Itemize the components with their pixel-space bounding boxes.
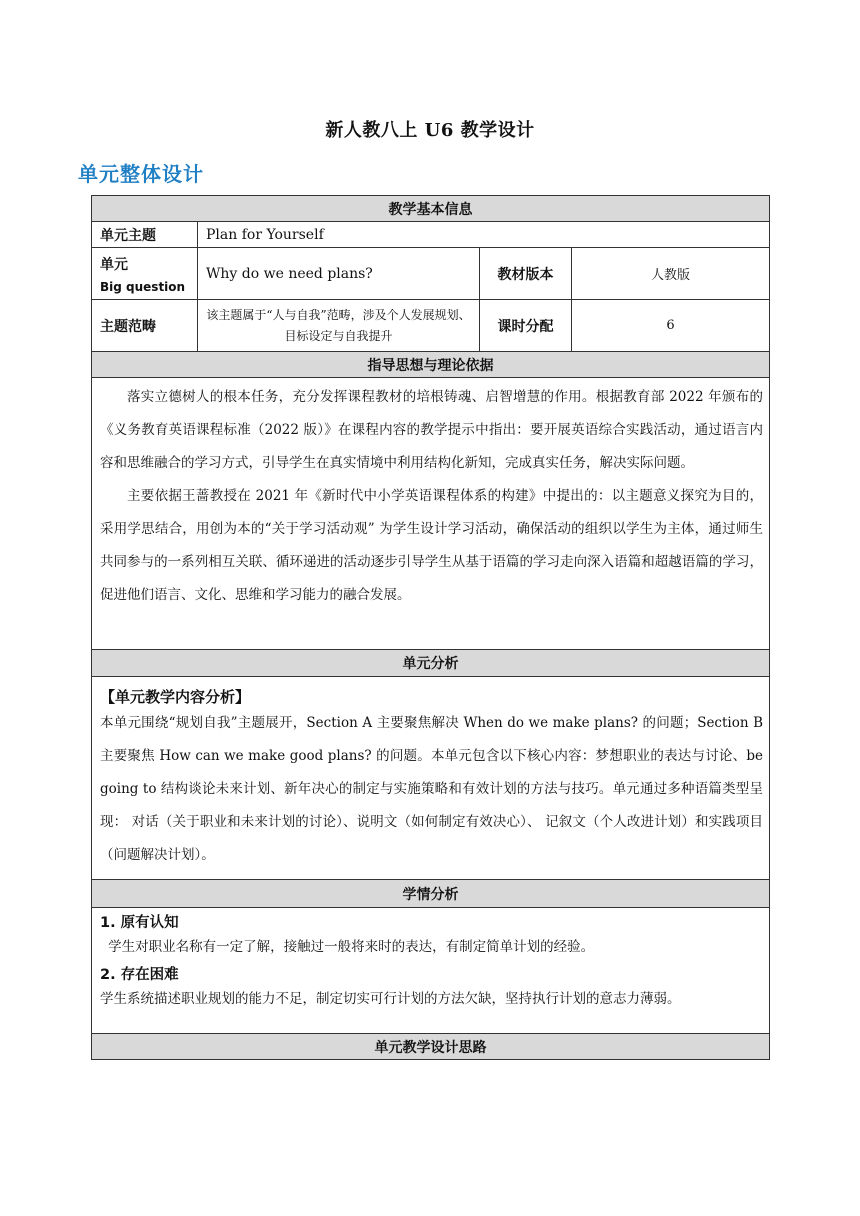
- scope-label: 主题范畴: [92, 300, 198, 352]
- guiding-paragraph-2: 主要依据王蔷教授在 2021 年《新时代中小学英语课程体系的构建》中提出的：以主题意义探究为目的，采用学思结合，用创为本的“关于学习活动观” 为学生设计学习活动，确保活动的组织以学生为主体，通过师生共同参与的一系列相互关联、循环递进的活动逐步引导学生从基于语篇的学习走向深入语篇和超越语篇的学习，促进他们语言、文化、思维和学习能力的融合发展。: [100, 488, 763, 603]
- learner-header: 学情分析: [92, 880, 770, 908]
- learner-body: [92, 908, 770, 1034]
- design-header: 单元教学设计思路: [92, 1034, 770, 1060]
- theme-label: 单元主题: [92, 222, 198, 248]
- hours-value: 6: [572, 300, 770, 352]
- unit-analysis-body: [92, 677, 770, 880]
- learner-heading-1: 1. 原有认知: [100, 915, 179, 931]
- learner-heading-2: 2. 存在困难: [100, 967, 179, 983]
- learner-text-2: 学生系统描述职业规划的能力不足，制定切实可行计划的方法欠缺，坚持执行计划的意志力薄弱。: [100, 991, 681, 1007]
- big-question-label-line2: Big question: [100, 279, 186, 294]
- guiding-header: 指导思想与理论依据: [92, 352, 770, 378]
- unit-analysis-subheading: 【单元教学内容分析】: [100, 688, 251, 706]
- section-heading: 单元整体设计: [78, 162, 204, 186]
- guiding-paragraph-1: 落实立德树人的根本任务，充分发挥课程教材的培根铸魂、启智增慧的作用。根据教育部 2022 年颁布的《义务教育英语课程标准（2022 版）》在课程内容的教学提示中指出：要开展英语综合实践活动，通过语言内容和思维融合的学习方式，引导学生在真实情境中利用结构化新知，完成真实任务，解决实际问题。: [100, 389, 763, 471]
- document-title: 新人教八上 U6 教学设计: [325, 120, 535, 141]
- edition-value: 人教版: [572, 248, 770, 300]
- scope-value: 该主题属于“人与自我”范畴，涉及个人发展规划、目标设定与自我提升: [198, 300, 480, 352]
- big-question-label: [92, 248, 198, 300]
- edition-label: 教材版本: [480, 248, 572, 300]
- unit-analysis-header: 单元分析: [92, 650, 770, 677]
- learner-text-1: 学生对职业名称有一定了解，接触过一般将来时的表达，有制定简单计划的经验。: [108, 939, 595, 955]
- big-question-value: Why do we need plans?: [198, 248, 480, 300]
- unit-analysis-text: 本单元围绕“规划自我”主题展开，Section A 主要聚焦解决 When do we make plans? 的问题；Section B 主要聚焦 How can we make good plans? 的问题。本单元包含以下核心内容：梦想职业的表达与讨论、be going to 结构谈论未来计划、新年决心的制定与实施策略和有效计划的方法与技巧。单元通过多种语篇类型呈现： 对话（关于职业和未来计划的讨论）、说明文（如何制定有效决心）、 记叙文（个人改进计划）和实践项目（问题解决计划）。: [100, 715, 763, 863]
- hours-label: 课时分配: [480, 300, 572, 352]
- design-table: [91, 195, 770, 1060]
- guiding-body: [92, 378, 770, 650]
- basic-info-header: 教学基本信息: [92, 196, 770, 222]
- big-question-label-line1: 单元: [100, 256, 128, 273]
- theme-value: Plan for Yourself: [198, 222, 770, 248]
